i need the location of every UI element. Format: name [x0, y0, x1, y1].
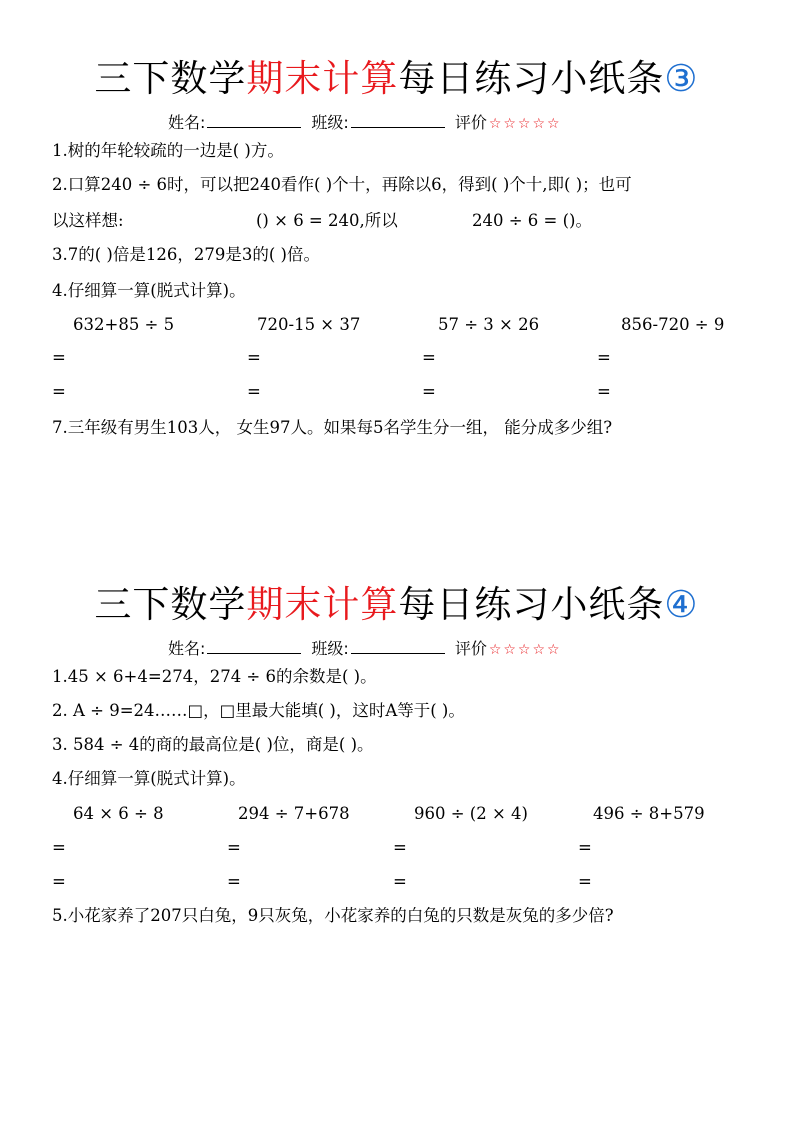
- name-label: 姓名:: [168, 639, 206, 658]
- question-2-line-1: 2.口算240 ÷ 6时，可以把240看作( )个十，再除以6，得到( )个十,即( )；也可: [52, 175, 632, 194]
- rating-stars-icon: ☆☆☆☆☆: [488, 642, 562, 658]
- title-part-rest: 每日练习小纸条: [398, 583, 665, 626]
- title-part-grade: 三下数学: [94, 57, 247, 100]
- practice-sheet-4: [0, 530, 793, 1060]
- equals-sign: =: [52, 872, 66, 891]
- class-label: 班级:: [311, 639, 349, 658]
- equals-sign: =: [597, 348, 611, 367]
- question-2: 2. A ÷ 9=24……□，□里最大能填( )，这时A等于( )。: [52, 701, 465, 720]
- question-1: 1.45 × 6+4=274，274 ÷ 6的余数是( )。: [52, 667, 377, 686]
- sheet-title: [0, 578, 793, 632]
- rating-label: 评价: [454, 639, 487, 658]
- calc-expression: 294 ÷ 7+678: [238, 804, 350, 823]
- equals-sign: =: [227, 838, 241, 857]
- practice-sheet-3: [0, 0, 793, 530]
- question-2-equation-1: () × 6 = 240,所以: [256, 211, 398, 230]
- rating-label: 评价: [454, 113, 487, 132]
- equals-sign: =: [227, 872, 241, 891]
- name-field[interactable]: [207, 639, 301, 654]
- title-part-highlight: 期末计算: [246, 57, 399, 100]
- equals-sign: =: [597, 382, 611, 401]
- question-4: 4.仔细算一算(脱式计算)。: [52, 281, 246, 300]
- student-info-row: [168, 636, 562, 663]
- equals-sign: =: [393, 838, 407, 857]
- title-number: ③: [664, 57, 699, 100]
- equals-sign: =: [393, 872, 407, 891]
- calc-expression: 960 ÷ (2 × 4): [414, 804, 528, 823]
- equals-sign: =: [422, 382, 436, 401]
- calc-expression: 57 ÷ 3 × 26: [438, 315, 540, 334]
- calc-expression: 632+85 ÷ 5: [73, 315, 175, 334]
- title-part-grade: 三下数学: [94, 583, 247, 626]
- question-3: 3.7的( )倍是126，279是3的( )倍。: [52, 245, 320, 264]
- question-2-line-2: 以这样想:: [52, 211, 124, 230]
- equals-sign: =: [52, 382, 66, 401]
- equals-sign: =: [52, 348, 66, 367]
- calc-expression: 496 ÷ 8+579: [593, 804, 705, 823]
- equals-sign: =: [578, 838, 592, 857]
- question-4: 4.仔细算一算(脱式计算)。: [52, 769, 246, 788]
- question-2-equation-2: 240 ÷ 6 = ()。: [472, 211, 592, 230]
- name-field[interactable]: [207, 113, 301, 128]
- calc-expression: 64 × 6 ÷ 8: [73, 804, 164, 823]
- question-7: 7.三年级有男生103人， 女生97人。如果每5名学生分一组， 能分成多少组?: [52, 418, 613, 437]
- title-part-highlight: 期末计算: [246, 583, 399, 626]
- question-1: 1.树的年轮较疏的一边是( )方。: [52, 141, 284, 160]
- sheet-title: [0, 52, 793, 106]
- rating-stars-icon: ☆☆☆☆☆: [488, 116, 562, 132]
- calc-expression: 856-720 ÷ 9: [621, 315, 725, 334]
- calc-expression: 720-15 × 37: [257, 315, 361, 334]
- class-field[interactable]: [351, 639, 445, 654]
- equals-sign: =: [578, 872, 592, 891]
- question-5: 5.小花家养了207只白兔，9只灰兔，小花家养的白兔的只数是灰兔的多少倍?: [52, 906, 614, 925]
- title-number: ④: [664, 583, 699, 626]
- equals-sign: =: [52, 838, 66, 857]
- student-info-row: [168, 110, 562, 137]
- equals-sign: =: [247, 348, 261, 367]
- question-3: 3. 584 ÷ 4的商的最高位是( )位，商是( )。: [52, 735, 374, 754]
- title-part-rest: 每日练习小纸条: [398, 57, 665, 100]
- class-label: 班级:: [311, 113, 349, 132]
- equals-sign: =: [422, 348, 436, 367]
- equals-sign: =: [247, 382, 261, 401]
- class-field[interactable]: [351, 113, 445, 128]
- name-label: 姓名:: [168, 113, 206, 132]
